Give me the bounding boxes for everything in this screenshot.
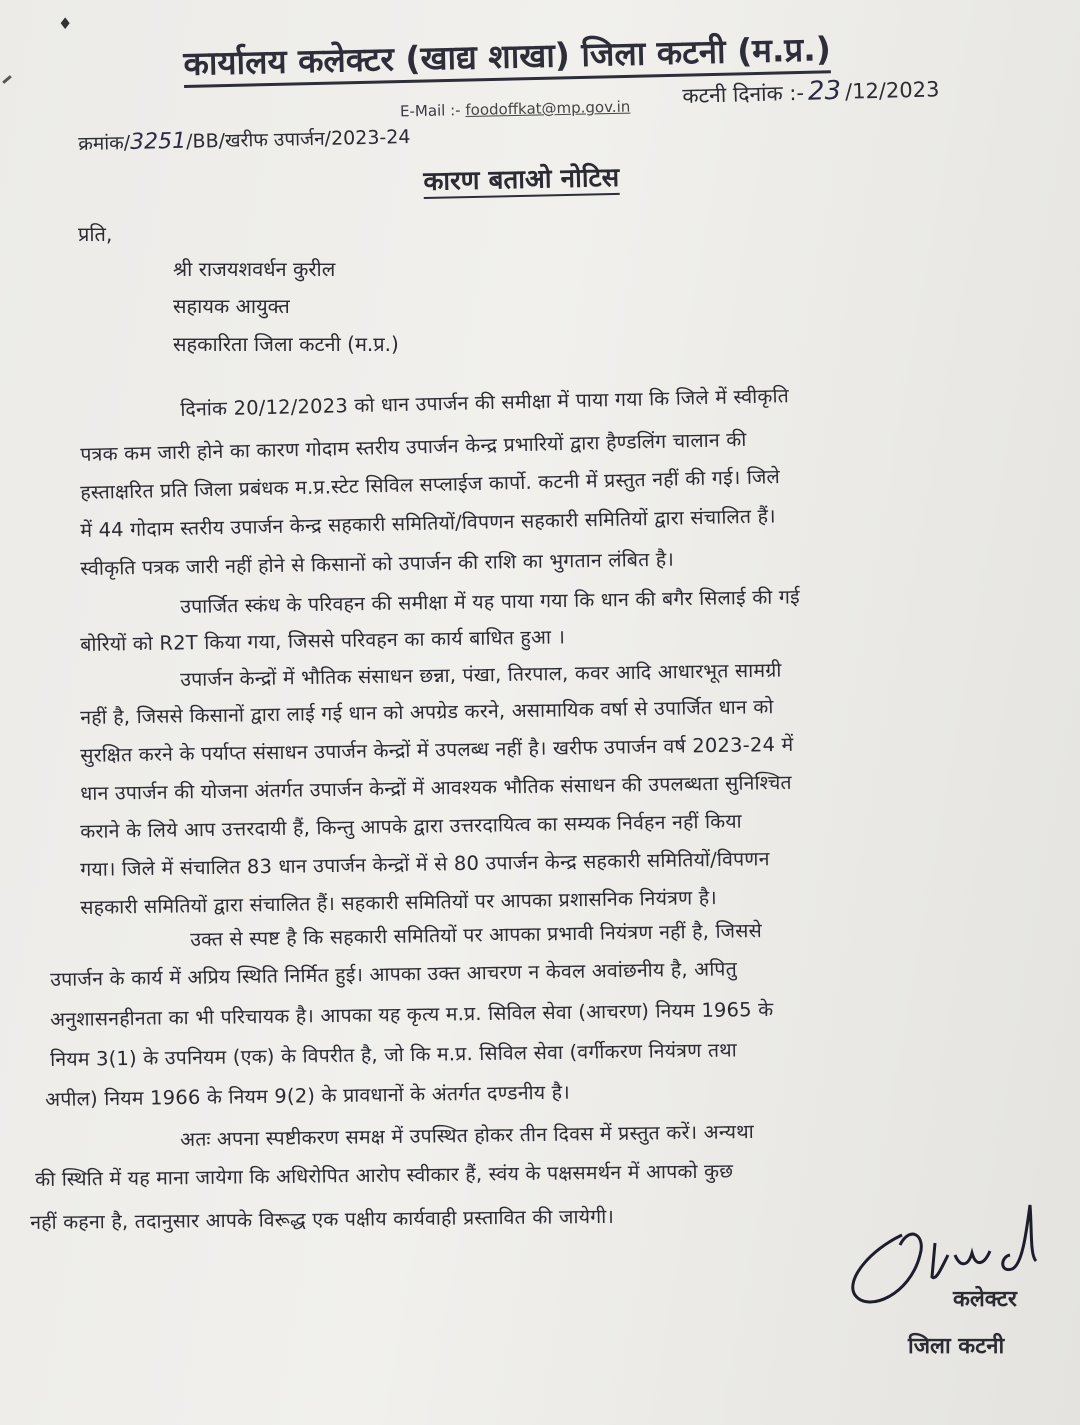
body-line: सहकारी समितियों द्वारा संचालित हैं। सहकारी समितियों पर आपका प्रशासनिक नियंत्रण है। xyxy=(80,885,718,919)
body-line: अनुशासनहीनता का भी परिचायक है। आपका यह कृत्य म.प्र. सिविल सेवा (आचरण) नियम 1965 के xyxy=(50,997,774,1031)
recipient-office: सहकारिता जिला कटनी (म.प्र.) xyxy=(173,332,399,356)
recipient-name: श्री राजयशवर्धन कुरील xyxy=(173,257,336,281)
date-day: 23 xyxy=(807,75,842,107)
ref-number: 3251 xyxy=(129,128,187,155)
bullet-mark: ♦ xyxy=(58,14,73,33)
body-line: नहीं है, जिससे किसानों द्वारा लाई गई धान को अपग्रेड करने, असामायिक वर्षा से उपार्जित धान को xyxy=(80,695,774,729)
notice-title: कारण बताओ नोटिस xyxy=(423,162,620,197)
body-line: की स्थिति में यह माना जायेगा कि अधिरोपित आरोप स्वीकार हैं, स्वंय के पक्षसमर्थन में आपको कुछ xyxy=(35,1159,734,1191)
date-line xyxy=(682,73,940,110)
body-line: में 44 गोदाम स्तरीय उपार्जन केन्द्र सहकारी समितियों/विपणन सहकारी समितियों द्वारा संचालित हैं। xyxy=(80,504,776,542)
email-label: E-Mail :- xyxy=(399,101,461,121)
ref-label: क्रमांक/ xyxy=(78,131,131,155)
edge-mark xyxy=(2,75,12,84)
body-line: उक्त से स्पष्ट है कि सहकारी समितियों पर आपका प्रभावी नियंत्रण नहीं है, जिससे xyxy=(190,919,763,951)
body-line: उपार्जन के कार्य में अप्रिय स्थिति निर्मित हुई। आपका उक्त आचरण न केवल अवांछनीय है, अपितु xyxy=(50,957,738,991)
email-address: foodoffkat@mp.gov.in xyxy=(465,97,631,120)
body-line: कराने के लिये आप उत्तरदायी हैं, किन्तु आपके द्वारा उत्तरदायित्व का सम्यक निर्वहन नहीं किया xyxy=(80,809,743,843)
signatory-designation: कलेक्टर xyxy=(953,1287,1017,1312)
signatory-district: जिला कटनी xyxy=(908,1334,1005,1359)
date-label: कटनी दिनांक :- xyxy=(682,80,805,108)
body-line: पत्रक कम जारी होने का कारण गोदाम स्तरीय उपार्जन केन्द्र प्रभारियों द्वारा हैण्डलिंग चालान की xyxy=(80,427,747,466)
email-line xyxy=(400,98,631,121)
body-line: बोरियों को R2T किया गया, जिससे परिवहन का कार्य बाधित हुआ । xyxy=(80,625,566,656)
to-label: प्रति, xyxy=(78,222,113,246)
body-line: गया। जिले में संचालित 83 धान उपार्जन केन्द्रों में से 80 उपार्जन केन्द्र सहकारी समितियों/विपणन xyxy=(80,847,770,881)
reference-line xyxy=(78,123,411,156)
office-title: कार्यालय कलेक्टर (खाद्य शाखा) जिला कटनी (म.प्र.) xyxy=(183,24,904,85)
body-line: अपील) नियम 1966 के नियम 9(2) के प्रावधानों के अंतर्गत दण्डनीय है। xyxy=(45,1080,571,1111)
body-line: उपार्जित स्कंध के परिवहन की समीक्षा में यह पाया गया कि धान की बगैर सिलाई की गई xyxy=(180,585,800,618)
body-line: दिनांक 20/12/2023 को धान उपार्जन की समीक्षा में पाया गया कि जिले में स्वीकृति xyxy=(180,384,790,421)
ref-rest: /BB/खरीफ उपार्जन/2023-24 xyxy=(185,126,411,153)
body-line: हस्ताक्षरित प्रति जिला प्रबंधक म.प्र.स्टेट सिविल सप्लाईज कार्पो. कटनी में प्रस्तुत नहीं की गई। जिले xyxy=(80,465,781,504)
body-line: नियम 3(1) के उपनियम (एक) के विपरीत है, जो कि म.प्र. सिविल सेवा (वर्गीकरण नियंत्रण तथा xyxy=(50,1038,738,1071)
recipient-designation: सहायक आयुक्त xyxy=(173,294,290,318)
body-line: अतः अपना स्पष्टीकरण समक्ष में उपस्थित होकर तीन दिवस में प्रस्तुत करें। अन्यथा xyxy=(180,1119,755,1151)
body-line: नहीं कहना है, तदानुसार आपके विरूद्ध एक पक्षीय कार्यवाही प्रस्तावित की जायेगी। xyxy=(30,1204,615,1234)
body-line: उपार्जन केन्द्रों में भौतिक संसाधन छन्ना, पंखा, तिरपाल, कवर आदि आधारभूत सामग्री xyxy=(180,658,782,691)
date-rest: /12/2023 xyxy=(844,77,940,104)
body-line: स्वीकृति पत्रक जारी नहीं होने से किसानों को उपार्जन की राशि का भुगतान लंबित है। xyxy=(80,547,675,580)
body-line: सुरक्षित करने के पर्याप्त संसाधन उपार्जन केन्द्रों में उपलब्ध नहीं है। खरीफ उपार्जन वर्ष 2023-24 में xyxy=(80,732,794,767)
body-line: धान उपार्जन की योजना अंतर्गत उपार्जन केन्द्रों में आवश्यक भौतिक संसाधन की उपलब्धता सुनिश्चित xyxy=(80,770,792,805)
